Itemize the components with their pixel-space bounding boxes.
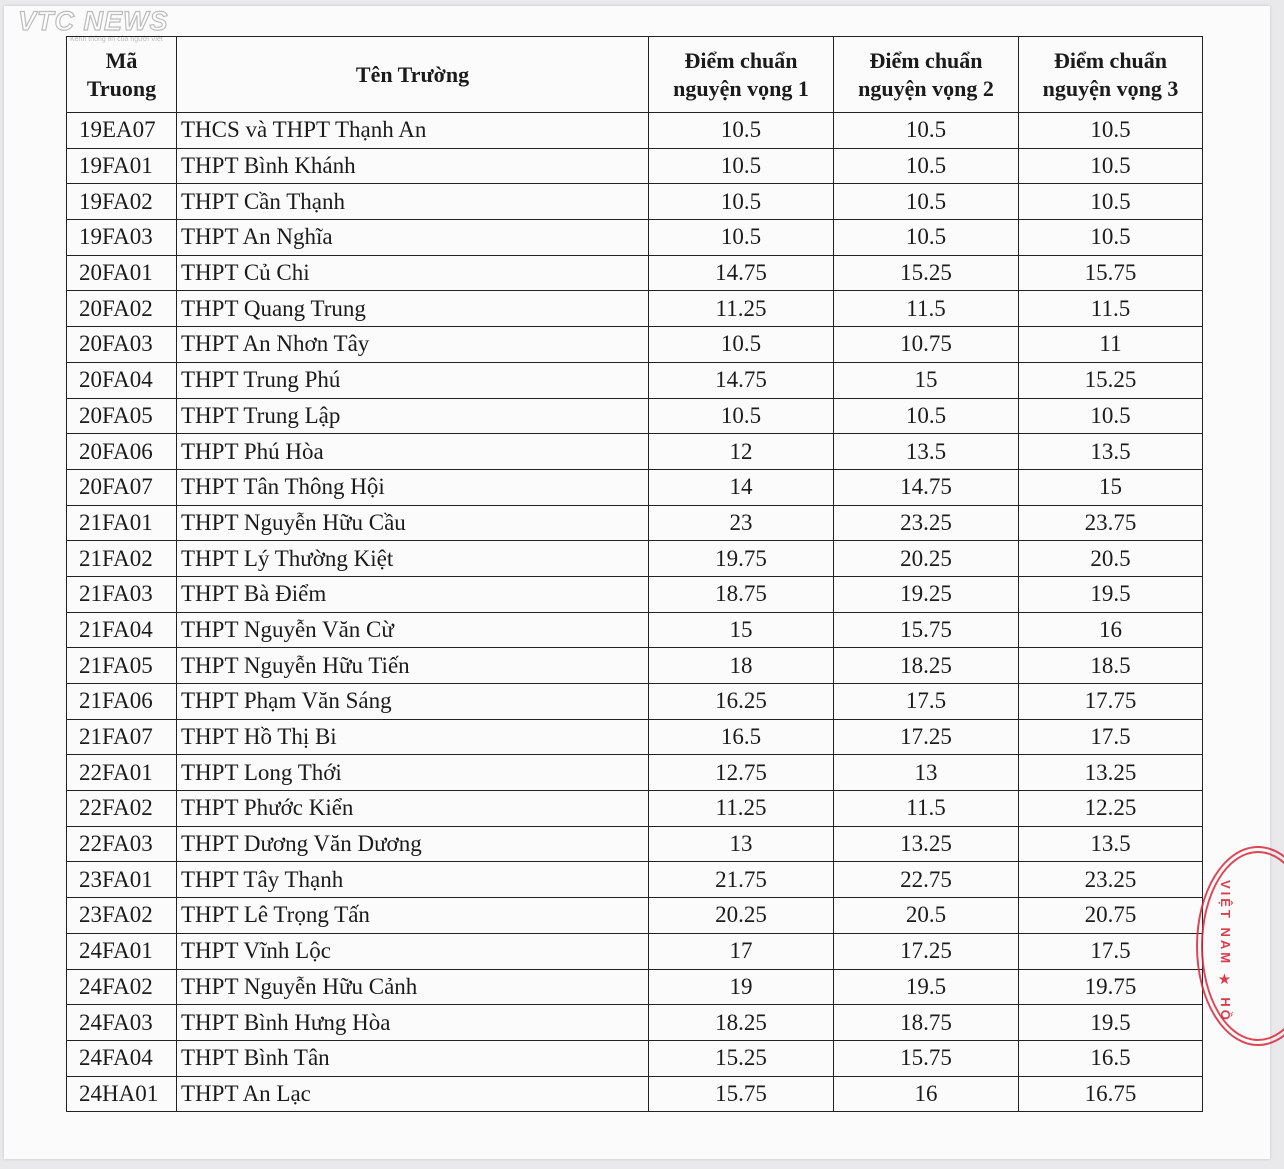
watermark-tagline: Kênh thông tin của người Việt xyxy=(70,36,163,43)
school-name-cell: THPT An Nghĩa xyxy=(177,220,649,256)
score-nv2-cell: 10.75 xyxy=(834,327,1019,363)
school-code-cell: 23FA01 xyxy=(67,862,177,898)
school-code-cell: 24FA01 xyxy=(67,933,177,969)
score-nv2-cell: 20.25 xyxy=(834,541,1019,577)
table-row xyxy=(67,327,1203,363)
score-nv2-cell: 19.5 xyxy=(834,969,1019,1005)
table-row xyxy=(67,220,1203,256)
table-row xyxy=(67,791,1203,827)
school-code-cell: 24FA03 xyxy=(67,1005,177,1041)
table-row xyxy=(67,1005,1203,1041)
table-row xyxy=(67,505,1203,541)
score-nv3-cell: 19.5 xyxy=(1019,576,1203,612)
score-nv3-cell: 15.75 xyxy=(1019,255,1203,291)
score-nv1-cell: 12 xyxy=(649,434,834,470)
school-name-cell: THPT Lê Trọng Tấn xyxy=(177,898,649,934)
school-name-cell: THPT Bình Hưng Hòa xyxy=(177,1005,649,1041)
school-name-cell: THPT Nguyễn Hữu Cảnh xyxy=(177,969,649,1005)
score-nv2-cell: 10.5 xyxy=(834,148,1019,184)
table-row xyxy=(67,255,1203,291)
score-nv3-cell: 16 xyxy=(1019,612,1203,648)
admission-scores-table xyxy=(66,36,1203,1112)
table-row xyxy=(67,184,1203,220)
school-name-cell: THPT Quang Trung xyxy=(177,291,649,327)
score-nv1-cell: 10.5 xyxy=(649,327,834,363)
score-nv2-cell: 15.75 xyxy=(834,612,1019,648)
score-nv3-cell: 23.25 xyxy=(1019,862,1203,898)
score-nv3-cell: 20.5 xyxy=(1019,541,1203,577)
score-nv3-cell: 11 xyxy=(1019,327,1203,363)
score-nv3-cell: 10.5 xyxy=(1019,113,1203,149)
score-nv3-cell: 19.75 xyxy=(1019,969,1203,1005)
score-nv2-cell: 17.25 xyxy=(834,933,1019,969)
score-nv1-cell: 19 xyxy=(649,969,834,1005)
score-nv2-cell: 18.25 xyxy=(834,648,1019,684)
school-name-cell: THPT Trung Phú xyxy=(177,362,649,398)
score-nv2-cell: 23.25 xyxy=(834,505,1019,541)
header-nv3-line1: Điểm chuẩn xyxy=(1053,47,1168,73)
score-nv3-cell: 23.75 xyxy=(1019,505,1203,541)
table-row xyxy=(67,291,1203,327)
school-name-cell: THPT Bình Tân xyxy=(177,1040,649,1076)
score-nv2-cell: 22.75 xyxy=(834,862,1019,898)
score-nv1-cell: 18.75 xyxy=(649,576,834,612)
score-nv1-cell: 15.75 xyxy=(649,1076,834,1112)
school-code-cell: 24FA02 xyxy=(67,969,177,1005)
score-nv3-cell: 10.5 xyxy=(1019,220,1203,256)
school-code-cell: 20FA05 xyxy=(67,398,177,434)
score-nv2-cell: 16 xyxy=(834,1076,1019,1112)
header-nv1-line1: Điểm chuẩn xyxy=(684,47,798,73)
school-name-cell: THPT Tân Thông Hội xyxy=(177,469,649,505)
score-nv2-cell: 17.5 xyxy=(834,684,1019,720)
school-name-cell: THPT Phước Kiển xyxy=(177,791,649,827)
score-nv1-cell: 21.75 xyxy=(649,862,834,898)
score-nv3-cell: 10.5 xyxy=(1019,184,1203,220)
header-nv1-line2: nguyện vọng 1 xyxy=(673,75,809,101)
school-name-cell: THPT Vĩnh Lộc xyxy=(177,933,649,969)
school-code-cell: 21FA03 xyxy=(67,576,177,612)
score-nv3-cell: 11.5 xyxy=(1019,291,1203,327)
table-row xyxy=(67,648,1203,684)
school-name-cell: THPT Củ Chi xyxy=(177,255,649,291)
school-code-cell: 22FA03 xyxy=(67,826,177,862)
school-code-cell: 22FA01 xyxy=(67,755,177,791)
school-code-cell: 24FA04 xyxy=(67,1040,177,1076)
school-code-cell: 22FA02 xyxy=(67,791,177,827)
table-body xyxy=(67,113,1203,1112)
school-name-cell: THPT Nguyễn Hữu Tiến xyxy=(177,648,649,684)
score-nv1-cell: 15 xyxy=(649,612,834,648)
school-name-cell: THPT An Nhơn Tây xyxy=(177,327,649,363)
score-nv3-cell: 13.25 xyxy=(1019,755,1203,791)
table-row xyxy=(67,113,1203,149)
score-nv3-cell: 16.75 xyxy=(1019,1076,1203,1112)
school-code-cell: 20FA07 xyxy=(67,469,177,505)
school-code-cell: 21FA05 xyxy=(67,648,177,684)
score-nv3-cell: 13.5 xyxy=(1019,826,1203,862)
school-name-cell: THPT Hồ Thị Bi xyxy=(177,719,649,755)
header-code-line2: Truong xyxy=(86,75,157,101)
school-name-cell: THCS và THPT Thạnh An xyxy=(177,113,649,149)
table-row xyxy=(67,719,1203,755)
score-nv1-cell: 18 xyxy=(649,648,834,684)
score-nv2-cell: 13.25 xyxy=(834,826,1019,862)
score-nv3-cell: 15.25 xyxy=(1019,362,1203,398)
table-row xyxy=(67,684,1203,720)
table-header-row xyxy=(67,37,1203,113)
score-nv1-cell: 18.25 xyxy=(649,1005,834,1041)
score-nv1-cell: 13 xyxy=(649,826,834,862)
score-nv3-cell: 13.5 xyxy=(1019,434,1203,470)
school-name-cell: THPT Phạm Văn Sáng xyxy=(177,684,649,720)
score-nv2-cell: 19.25 xyxy=(834,576,1019,612)
score-nv3-cell: 17.5 xyxy=(1019,933,1203,969)
table-row xyxy=(67,933,1203,969)
table-row xyxy=(67,826,1203,862)
school-code-cell: 19FA02 xyxy=(67,184,177,220)
table-row xyxy=(67,362,1203,398)
header-score-nv1 xyxy=(649,37,834,113)
score-nv2-cell: 15.25 xyxy=(834,255,1019,291)
table-row xyxy=(67,612,1203,648)
school-code-cell: 24HA01 xyxy=(67,1076,177,1112)
score-nv1-cell: 17 xyxy=(649,933,834,969)
score-nv3-cell: 17.5 xyxy=(1019,719,1203,755)
school-code-cell: 21FA06 xyxy=(67,684,177,720)
seal-text: VIỆT NAM ★ HỒ xyxy=(1218,880,1233,1023)
table-row xyxy=(67,898,1203,934)
score-nv3-cell: 10.5 xyxy=(1019,398,1203,434)
table-row xyxy=(67,148,1203,184)
score-nv1-cell: 14.75 xyxy=(649,362,834,398)
school-name-cell: THPT An Lạc xyxy=(177,1076,649,1112)
score-nv2-cell: 20.5 xyxy=(834,898,1019,934)
score-nv1-cell: 14.75 xyxy=(649,255,834,291)
school-name-cell: THPT Trung Lập xyxy=(177,398,649,434)
school-code-cell: 20FA04 xyxy=(67,362,177,398)
school-code-cell: 21FA07 xyxy=(67,719,177,755)
watermark-brand: VTC NEWS xyxy=(18,6,169,36)
school-name-cell: THPT Phú Hòa xyxy=(177,434,649,470)
header-score-nv2 xyxy=(834,37,1019,113)
score-nv1-cell: 12.75 xyxy=(649,755,834,791)
header-code-line1: Mã xyxy=(105,47,138,73)
school-name-cell: THPT Nguyễn Văn Cừ xyxy=(177,612,649,648)
school-name-cell: THPT Lý Thường Kiệt xyxy=(177,541,649,577)
score-nv2-cell: 10.5 xyxy=(834,184,1019,220)
header-nv2-line1: Điểm chuẩn xyxy=(869,47,983,73)
score-nv3-cell: 15 xyxy=(1019,469,1203,505)
score-nv1-cell: 11.25 xyxy=(649,291,834,327)
table-row xyxy=(67,398,1203,434)
school-code-cell: 20FA06 xyxy=(67,434,177,470)
school-code-cell: 20FA02 xyxy=(67,291,177,327)
table-row xyxy=(67,576,1203,612)
score-nv2-cell: 10.5 xyxy=(834,398,1019,434)
table-row xyxy=(67,541,1203,577)
score-nv2-cell: 17.25 xyxy=(834,719,1019,755)
score-nv3-cell: 20.75 xyxy=(1019,898,1203,934)
score-nv1-cell: 16.25 xyxy=(649,684,834,720)
school-code-cell: 20FA01 xyxy=(67,255,177,291)
school-code-cell: 21FA04 xyxy=(67,612,177,648)
score-nv3-cell: 18.5 xyxy=(1019,648,1203,684)
table-row xyxy=(67,755,1203,791)
score-nv2-cell: 10.5 xyxy=(834,220,1019,256)
score-nv3-cell: 10.5 xyxy=(1019,148,1203,184)
school-name-cell: THPT Long Thới xyxy=(177,755,649,791)
school-code-cell: 19FA03 xyxy=(67,220,177,256)
score-nv3-cell: 16.5 xyxy=(1019,1040,1203,1076)
score-nv3-cell: 17.75 xyxy=(1019,684,1203,720)
score-nv2-cell: 13.5 xyxy=(834,434,1019,470)
score-nv1-cell: 10.5 xyxy=(649,148,834,184)
header-school-code xyxy=(67,37,177,113)
score-nv2-cell: 13 xyxy=(834,755,1019,791)
score-nv3-cell: 19.5 xyxy=(1019,1005,1203,1041)
school-name-cell: THPT Dương Văn Dương xyxy=(177,826,649,862)
score-nv1-cell: 19.75 xyxy=(649,541,834,577)
score-nv1-cell: 10.5 xyxy=(649,220,834,256)
table-row xyxy=(67,1040,1203,1076)
score-nv1-cell: 20.25 xyxy=(649,898,834,934)
table-row xyxy=(67,862,1203,898)
score-nv1-cell: 23 xyxy=(649,505,834,541)
score-nv2-cell: 18.75 xyxy=(834,1005,1019,1041)
score-nv2-cell: 11.5 xyxy=(834,291,1019,327)
score-nv1-cell: 11.25 xyxy=(649,791,834,827)
score-nv1-cell: 10.5 xyxy=(649,398,834,434)
header-nv2-line2: nguyện vọng 2 xyxy=(858,75,994,101)
school-code-cell: 21FA02 xyxy=(67,541,177,577)
school-name-cell: THPT Cần Thạnh xyxy=(177,184,649,220)
score-nv1-cell: 14 xyxy=(649,469,834,505)
table-row xyxy=(67,969,1203,1005)
header-school-name: Tên Trường xyxy=(177,37,649,113)
school-code-cell: 21FA01 xyxy=(67,505,177,541)
score-nv3-cell: 12.25 xyxy=(1019,791,1203,827)
score-nv2-cell: 15.75 xyxy=(834,1040,1019,1076)
school-code-cell: 19EA07 xyxy=(67,113,177,149)
score-nv1-cell: 15.25 xyxy=(649,1040,834,1076)
score-nv2-cell: 10.5 xyxy=(834,113,1019,149)
score-nv1-cell: 10.5 xyxy=(649,184,834,220)
school-code-cell: 19FA01 xyxy=(67,148,177,184)
score-nv2-cell: 14.75 xyxy=(834,469,1019,505)
school-name-cell: THPT Bà Điểm xyxy=(177,576,649,612)
score-nv2-cell: 11.5 xyxy=(834,791,1019,827)
score-nv2-cell: 15 xyxy=(834,362,1019,398)
table-row xyxy=(67,469,1203,505)
score-nv1-cell: 16.5 xyxy=(649,719,834,755)
score-nv1-cell: 10.5 xyxy=(649,113,834,149)
header-nv3-line2: nguyện vọng 3 xyxy=(1042,75,1179,101)
school-name-cell: THPT Nguyễn Hữu Cầu xyxy=(177,505,649,541)
school-name-cell: THPT Bình Khánh xyxy=(177,148,649,184)
table-row xyxy=(67,434,1203,470)
school-code-cell: 23FA02 xyxy=(67,898,177,934)
header-score-nv3 xyxy=(1019,37,1203,113)
table-row xyxy=(67,1076,1203,1112)
school-name-cell: THPT Tây Thạnh xyxy=(177,862,649,898)
school-code-cell: 20FA03 xyxy=(67,327,177,363)
